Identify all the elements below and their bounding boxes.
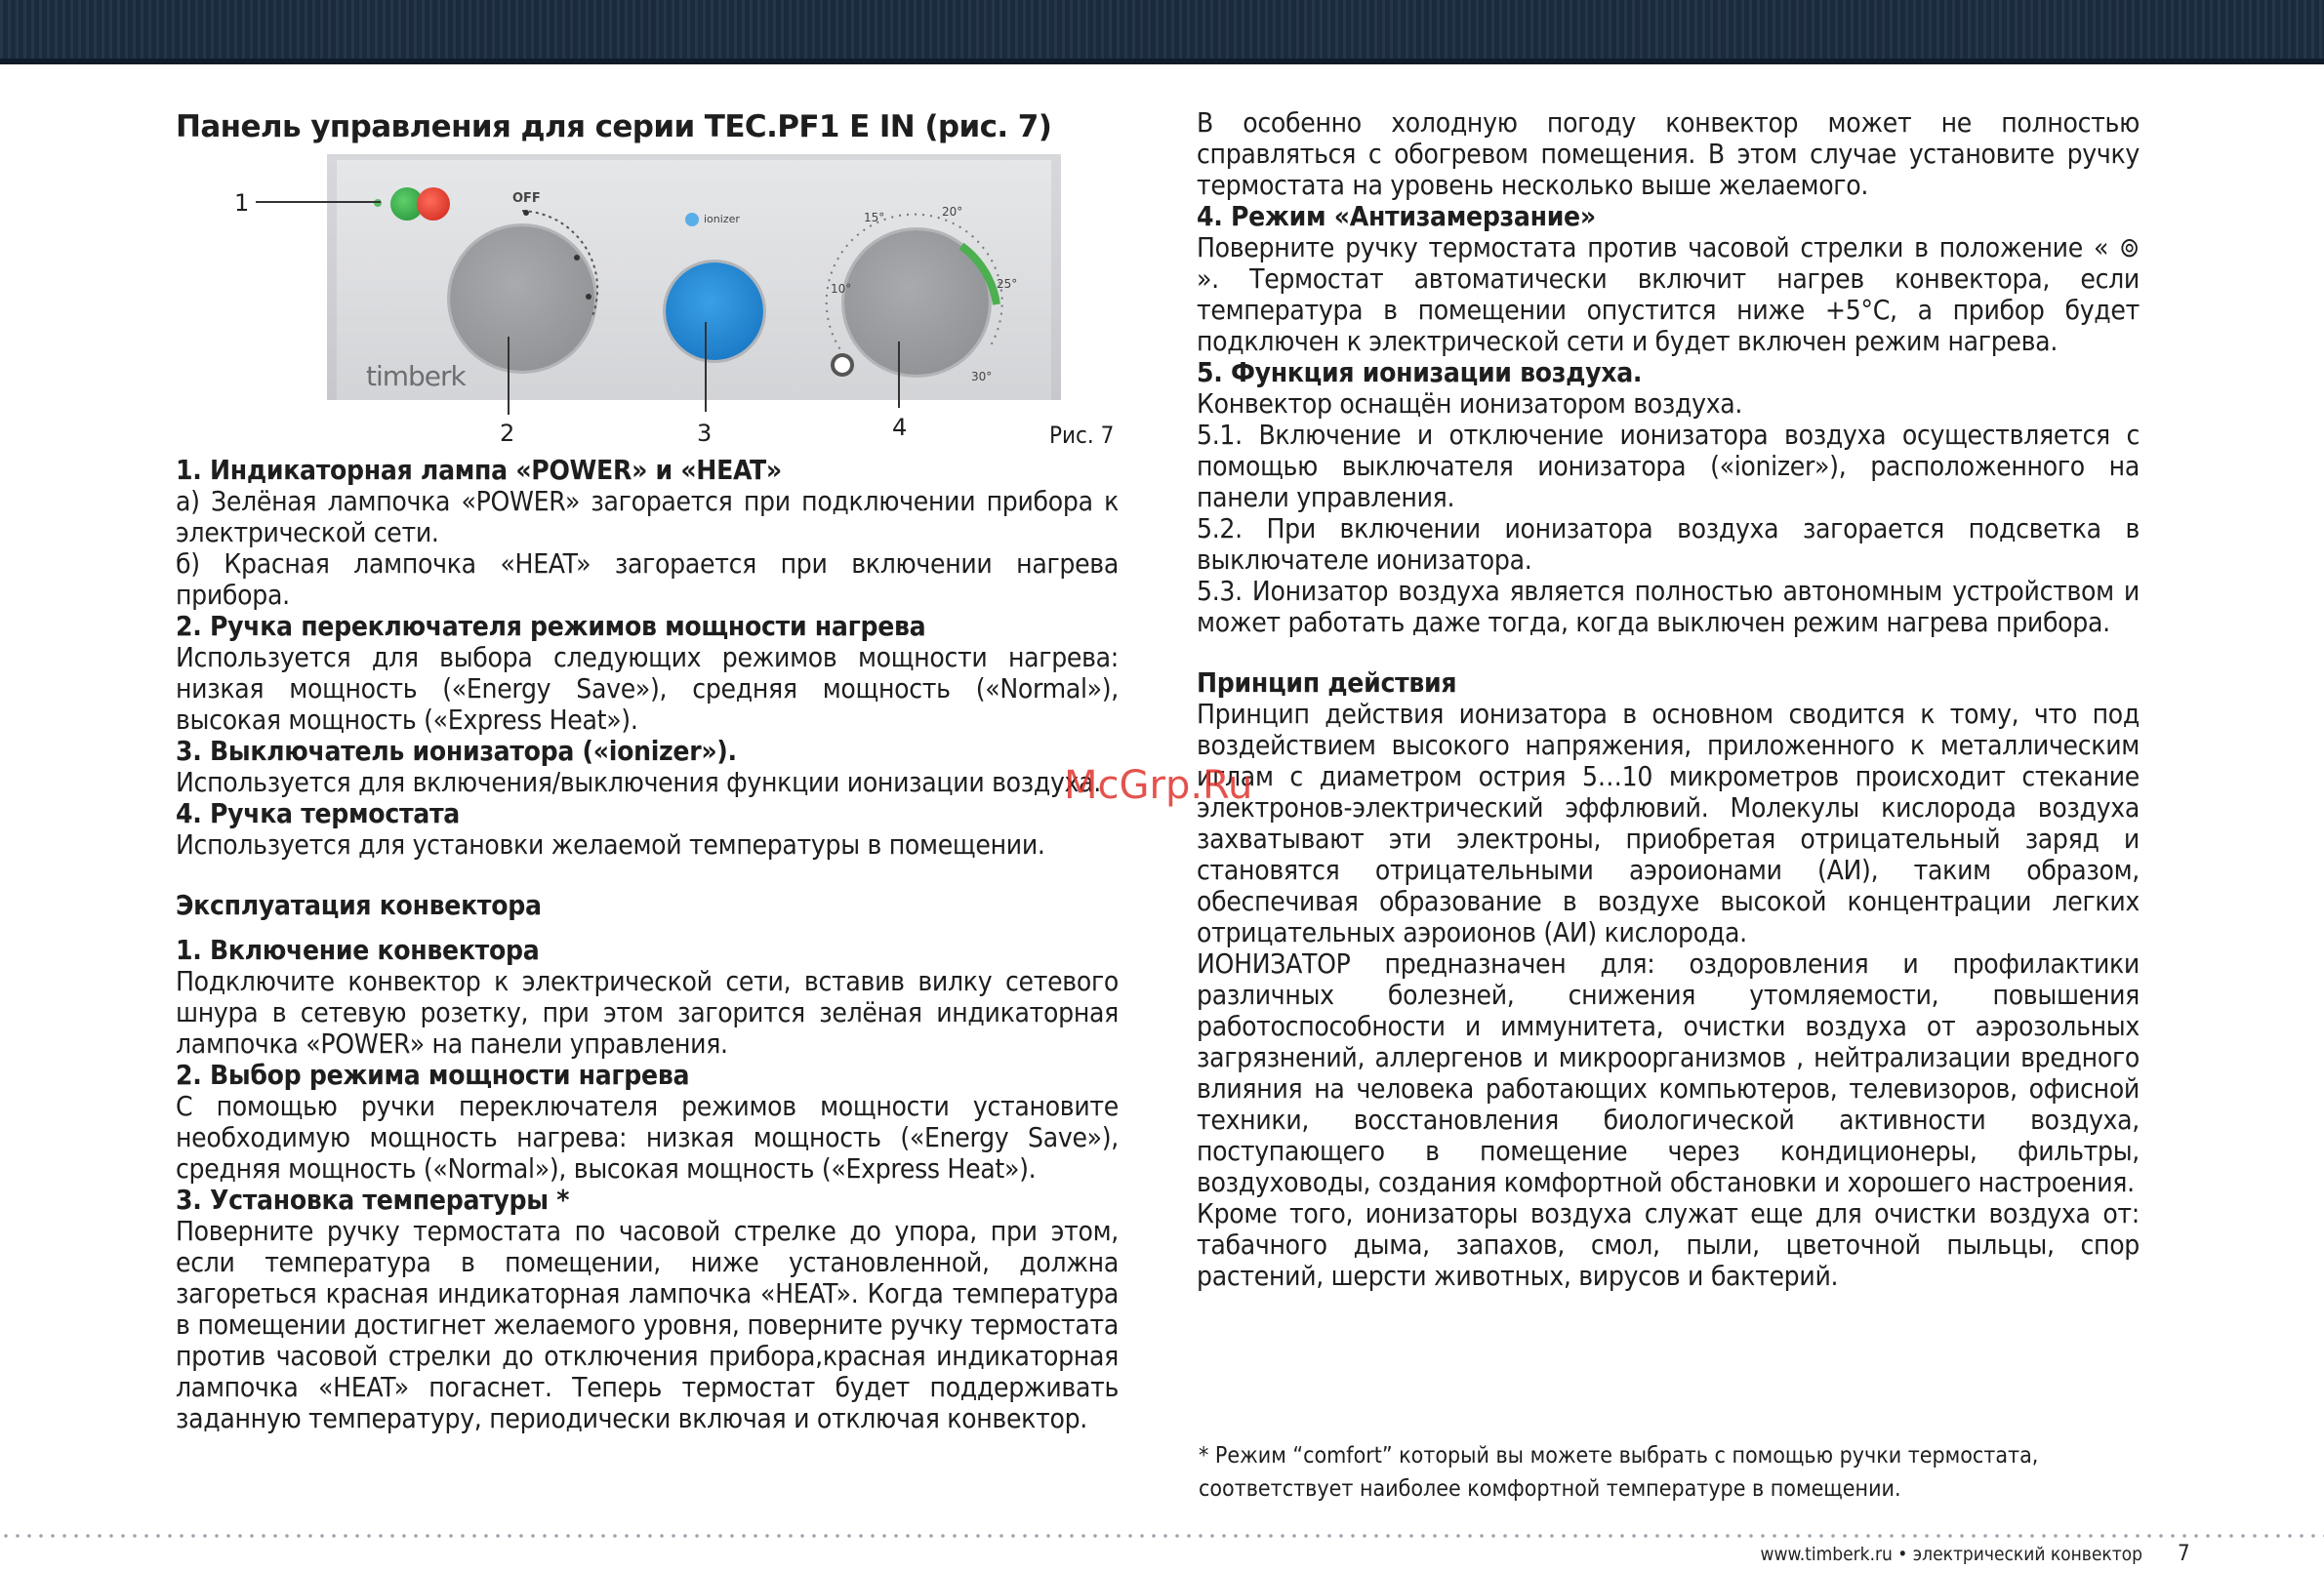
temp-20-label: 20° (942, 205, 963, 219)
paragraph: Используется для установки желаемой температуры в помещении. (176, 828, 1045, 861)
paragraph: В особенно холодную погоду конвектор может не полностью справляться с обогревом помещения. В этом случае установите ручку термостата на уровень несколько выше желаемого. (1197, 106, 2140, 201)
heading: 3. Установка температуры * (176, 1184, 570, 1216)
paragraph: Кроме того, ионизаторы воздуха служат еще для очистки воздуха от: табачного дыма, запахов, смол, пыли, цветочной пыльцы, спор растений, шерсти животных, вирусов и бактерий. (1197, 1197, 2140, 1292)
paragraph: 5.3. Ионизатор воздуха является полностью автономным устройством и может работать даже тогда, когда выключен режим нагрева прибора. (1197, 575, 2140, 638)
callout-line-4 (898, 342, 900, 408)
paragraph: а) Зелёная лампочка «POWER» загорается при подключении прибора к электрической сети. (176, 485, 1119, 548)
paragraph: Поверните ручку термостата против часовой стрелки в положение « ⊚ ». Термостат автоматически включит нагрев конвектора, если температура в помещении опустится ниже +5°С, а прибор будет подключен к электрической сети и будет включен режим нагрева. (1197, 231, 2140, 357)
footnote-line: соответствует наиболее комфортной температуре в помещении. (1199, 1476, 1901, 1502)
heading: 1. Включение конвектора (176, 934, 540, 966)
ionizer-indicator-icon (685, 213, 699, 226)
callout-2: 2 (500, 420, 515, 447)
paragraph: Принцип действия ионизатора в основном сводится к тому, что под воздействием высокого напряжения, приложенного к металлическим иглам с диаметром острия 5…10 микрометров происходит стекание электронов-электрический эффлювий. Молекулы кислорода воздуха захватывают эти электроны, приобретая отрицательный заряд и становятся отрицательными аэроионами (АИ), таким образом, обеспечивая образование в воздухе высокой концентрации легких отрицательных аэроионов (АИ) кислорода. (1197, 698, 2140, 948)
spacer (176, 921, 1119, 935)
paragraph: Используется для выбора следующих режимов мощности нагрева: низкая мощность («Energy Save»), средняя мощность («Normal»), высокая мощность («Express Heat»). (176, 641, 1119, 736)
heading: 5. Функция ионизации воздуха. (1197, 356, 1643, 388)
spacer (176, 861, 1119, 890)
paragraph: ИОНИЗАТОР предназначен для: оздоровления и профилактики различных болезней, снижения утомляемости, повышения работоспособности и иммунитета, очистки воздуха от аэрозольных загрязнений, аллергенов и микроорганизмов , нейтрализации вредного влияния на человека работающих компьютеров, телевизоров, офисной техники, восстановления биологической активности воздуха, поступающего в помещение через кондиционеры, фильтры, воздуховоды, создания комфортной обстановки и хорошего настроения. (1197, 947, 2140, 1198)
watermark: McGrp.Ru (1064, 763, 1253, 808)
temp-30-label: 30° (971, 370, 993, 383)
callout-line-2 (508, 337, 510, 415)
heading: 1. Индикаторная лампа «POWER» и «HEAT» (176, 454, 782, 486)
paragraph: б) Красная лампочка «HEAT» загорается при включении нагрева прибора. (176, 547, 1119, 611)
heading: Принцип действия (1197, 666, 1457, 699)
heading: 2. Выбор режима мощности нагрева (176, 1059, 690, 1091)
spacer (1197, 638, 2140, 667)
footnote (1199, 1439, 2136, 1506)
temp-25-label: 25° (997, 277, 1018, 291)
left-column (176, 455, 1119, 1434)
right-column (1197, 107, 2140, 1292)
paragraph: Используется для включения/выключения функции ионизации воздуха. (176, 766, 1101, 798)
header-bar (0, 0, 2324, 64)
heading: Эксплуатация конвектора (176, 889, 542, 921)
footnote-line: * Режим “comfort” который вы можете выбрать с помощью ручки термостата, (1199, 1443, 2039, 1469)
callout-3: 3 (697, 420, 713, 447)
callout-1: 1 (234, 189, 250, 217)
paragraph: 5.1. Включение и отключение ионизатора воздуха осуществляется с помощью выключателя ионизатора («ionizer»), расположенного на панели управления. (1197, 419, 2140, 513)
heading: 2. Ручка переключателя режимов мощности нагрева (176, 610, 926, 642)
ionizer-button[interactable] (666, 262, 763, 360)
figure-caption: Рис. 7 (1049, 422, 1115, 449)
paragraph: Подключите конвектор к электрической сети, вставив вилку сетевого шнура в сетевую розетку, при этом загорится зелёная индикаторная лампочка «POWER» на панели управления. (176, 965, 1119, 1060)
paragraph: Конвектор оснащён ионизатором воздуха. (1197, 387, 1743, 420)
page-number: 7 (2178, 1542, 2190, 1566)
paragraph: Поверните ручку термостата по часовой стрелке до упора, при этом, если температура в помещении, ниже установленной, должна загореться красная индикаторная лампочка «HEAT». Когда температура в помещении достигнет желаемого уровня, поверните ручку термостата против часовой стрелки до отключения прибора,красная индикаторная лампочка «HEAT» погаснет. Теперь термостат будет поддерживать заданную температуру, периодически включая и отключая конвектор. (176, 1215, 1119, 1434)
heading: 4. Режим «Антизамерзание» (1197, 200, 1596, 232)
footer-site: www.timberk.ru • электрический конвектор (1760, 1544, 2142, 1565)
heading: 3. Выключатель ионизатора («ionizer»). (176, 735, 737, 767)
paragraph: С помощью ручки переключателя режимов мощности установите необходимую мощность нагрева: низкая мощность («Energy Save»), средняя мощность («Normal»), высокая мощность («Express Heat»). (176, 1090, 1119, 1185)
footer-dotted-rule (0, 1534, 2324, 1538)
temp-10-label: 10° (831, 282, 852, 296)
ionizer-label: ionizer (704, 213, 740, 225)
heading: 4. Ручка термостата (176, 797, 460, 829)
callout-4: 4 (892, 414, 908, 441)
paragraph: 5.2. При включении ионизатора воздуха загорается подсветка в выключателе ионизатора. (1197, 512, 2140, 576)
off-label: OFF (512, 191, 541, 206)
section-title: Панель управления для серии TEC.PF1 E IN (рис. 7) (176, 109, 1052, 144)
antifreeze-icon (831, 353, 854, 377)
callout-line-1 (256, 201, 381, 203)
power-scale-icon (483, 199, 620, 345)
heat-lamp-icon (417, 187, 450, 221)
control-panel-figure (327, 154, 1061, 400)
panel-face (337, 160, 1051, 400)
temp-15-label: 15° (864, 211, 885, 224)
callout-line-3 (705, 322, 707, 412)
brand-logo: timberk (366, 360, 466, 392)
